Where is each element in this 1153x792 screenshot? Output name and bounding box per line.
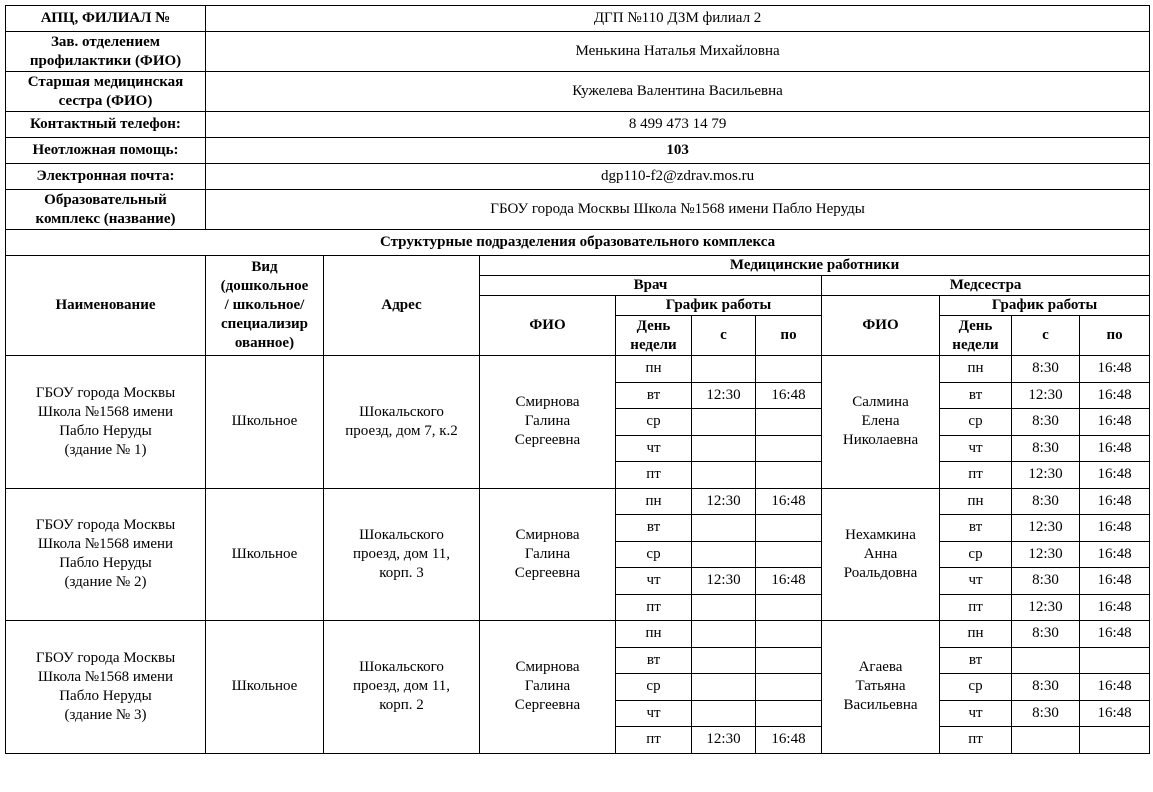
doctor-day: пн [616, 488, 692, 515]
doctor-day: ср [616, 674, 692, 701]
nurse-to [1080, 727, 1150, 754]
nurse-to: 16:48 [1080, 488, 1150, 515]
nurse-to: 16:48 [1080, 621, 1150, 648]
doctor-day: ср [616, 541, 692, 568]
doctor-from [692, 515, 756, 542]
info-label: АПЦ, ФИЛИАЛ № [6, 6, 206, 32]
doctor-from: 12:30 [692, 568, 756, 595]
nurse-from: 12:30 [1012, 594, 1080, 621]
doctor-to [756, 674, 822, 701]
doctor-to: 16:48 [756, 488, 822, 515]
nurse-day: пн [940, 621, 1012, 648]
nurse-day: вт [940, 382, 1012, 409]
doctor-to: 16:48 [756, 568, 822, 595]
nurse-to: 16:48 [1080, 515, 1150, 542]
doctor-from [692, 700, 756, 727]
schedule-row [6, 621, 1150, 648]
doctor-to: 16:48 [756, 727, 822, 754]
header-doctor-schedule: График работы [616, 296, 822, 316]
doctor-day: чт [616, 435, 692, 462]
nurse-from: 8:30 [1012, 356, 1080, 383]
nurse-from: 12:30 [1012, 462, 1080, 489]
header-doctor: Врач [480, 276, 822, 296]
section-title-row [6, 230, 1150, 256]
doctor-from: 12:30 [692, 727, 756, 754]
doctor-to [756, 700, 822, 727]
info-value: Кужелева Валентина Васильевна [206, 72, 1150, 112]
doctor-day: вт [616, 515, 692, 542]
doctor-to: 16:48 [756, 382, 822, 409]
doctor-day: пт [616, 727, 692, 754]
header-type: Вид (дошкольное / школьное/ специализир ованное) [206, 256, 324, 356]
nurse-to: 16:48 [1080, 356, 1150, 383]
doctor-from [692, 621, 756, 648]
header-nurse-fio: ФИО [822, 296, 940, 356]
header-row [6, 256, 1150, 276]
nurse-day: пн [940, 488, 1012, 515]
nurse-from: 12:30 [1012, 382, 1080, 409]
doctor-day: пн [616, 356, 692, 383]
doctor-to [756, 462, 822, 489]
nurse-day: вт [940, 515, 1012, 542]
header-nurse-day: День недели [940, 316, 1012, 356]
info-value: 8 499 473 14 79 [206, 112, 1150, 138]
doctor-from [692, 541, 756, 568]
building-address: Шокальского проезд, дом 7, к.2 [324, 356, 480, 489]
doctor-to [756, 409, 822, 436]
info-value: ГБОУ города Москвы Школа №1568 имени Пабло Неруды [206, 190, 1150, 230]
building-address: Шокальского проезд, дом 11, корп. 3 [324, 488, 480, 621]
doctor-from [692, 647, 756, 674]
building-type: Школьное [206, 356, 324, 489]
nurse-from: 8:30 [1012, 488, 1080, 515]
info-value: ДГП №110 ДЗМ филиал 2 [206, 6, 1150, 32]
info-value: dgp110-f2@zdrav.mos.ru [206, 164, 1150, 190]
info-row [6, 72, 1150, 112]
info-value: 103 [206, 138, 1150, 164]
nurse-day: чт [940, 700, 1012, 727]
header-nurse-schedule: График работы [940, 296, 1150, 316]
info-row [6, 6, 1150, 32]
info-row [6, 138, 1150, 164]
doctor-day: пн [616, 621, 692, 648]
header-doctor-fio: ФИО [480, 296, 616, 356]
document-page [5, 5, 1149, 754]
header-doctor-day: День недели [616, 316, 692, 356]
doctor-to [756, 435, 822, 462]
nurse-from: 8:30 [1012, 409, 1080, 436]
nurse-day: вт [940, 647, 1012, 674]
building-name: ГБОУ города Москвы Школа №1568 имени Пабло Неруды (здание № 3) [6, 621, 206, 754]
nurse-from: 12:30 [1012, 541, 1080, 568]
nurse-to: 16:48 [1080, 382, 1150, 409]
doctor-name: Смирнова Галина Сергеевна [480, 356, 616, 489]
building-name: ГБОУ города Москвы Школа №1568 имени Пабло Неруды (здание № 2) [6, 488, 206, 621]
nurse-to: 16:48 [1080, 674, 1150, 701]
nurse-day: чт [940, 568, 1012, 595]
doctor-name: Смирнова Галина Сергеевна [480, 488, 616, 621]
doctor-to [756, 647, 822, 674]
doctor-to [756, 594, 822, 621]
info-row [6, 112, 1150, 138]
nurse-name: Салмина Елена Николаевна [822, 356, 940, 489]
building-type: Школьное [206, 488, 324, 621]
doctor-to [756, 515, 822, 542]
info-label: Зав. отделением профилактики (ФИО) [6, 32, 206, 72]
nurse-to: 16:48 [1080, 568, 1150, 595]
info-label: Электронная почта: [6, 164, 206, 190]
nurse-to [1080, 647, 1150, 674]
doctor-from [692, 462, 756, 489]
building-name: ГБОУ города Москвы Школа №1568 имени Пабло Неруды (здание № 1) [6, 356, 206, 489]
doctor-to [756, 541, 822, 568]
building-address: Шокальского проезд, дом 11, корп. 2 [324, 621, 480, 754]
nurse-from: 8:30 [1012, 700, 1080, 727]
section-title: Структурные подразделения образовательного комплекса [6, 230, 1150, 256]
doctor-from [692, 594, 756, 621]
doctor-to [756, 621, 822, 648]
nurse-day: ср [940, 541, 1012, 568]
doctor-from [692, 409, 756, 436]
nurse-from [1012, 647, 1080, 674]
nurse-from: 8:30 [1012, 674, 1080, 701]
info-label: Неотложная помощь: [6, 138, 206, 164]
doctor-from [692, 674, 756, 701]
info-value: Менькина Наталья Михайловна [206, 32, 1150, 72]
nurse-to: 16:48 [1080, 462, 1150, 489]
nurse-to: 16:48 [1080, 409, 1150, 436]
header-nurse-from: с [1012, 316, 1080, 356]
header-name: Наименование [6, 256, 206, 356]
doctor-name: Смирнова Галина Сергеевна [480, 621, 616, 754]
nurse-from: 8:30 [1012, 568, 1080, 595]
nurse-day: пн [940, 356, 1012, 383]
info-label: Старшая медицинская сестра (ФИО) [6, 72, 206, 112]
header-doctor-to: по [756, 316, 822, 356]
nurse-name: Агаева Татьяна Васильевна [822, 621, 940, 754]
doctor-from: 12:30 [692, 382, 756, 409]
nurse-day: ср [940, 409, 1012, 436]
nurse-name: Нехамкина Анна Роальдовна [822, 488, 940, 621]
doctor-day: чт [616, 568, 692, 595]
header-medical-staff: Медицинские работники [480, 256, 1150, 276]
doctor-day: вт [616, 382, 692, 409]
doctor-day: пт [616, 462, 692, 489]
header-address: Адрес [324, 256, 480, 356]
doctor-from [692, 356, 756, 383]
doctor-from: 12:30 [692, 488, 756, 515]
nurse-day: пт [940, 462, 1012, 489]
schedule-row [6, 356, 1150, 383]
nurse-from: 8:30 [1012, 435, 1080, 462]
doctor-day: чт [616, 700, 692, 727]
nurse-to: 16:48 [1080, 435, 1150, 462]
info-row [6, 190, 1150, 230]
header-nurse: Медсестра [822, 276, 1150, 296]
doctor-from [692, 435, 756, 462]
info-row [6, 164, 1150, 190]
building-type: Школьное [206, 621, 324, 754]
nurse-day: ср [940, 674, 1012, 701]
doctor-day: ср [616, 409, 692, 436]
info-label: Контактный телефон: [6, 112, 206, 138]
nurse-day: пт [940, 594, 1012, 621]
doctor-to [756, 356, 822, 383]
nurse-from: 12:30 [1012, 515, 1080, 542]
info-row [6, 32, 1150, 72]
doctor-day: пт [616, 594, 692, 621]
schedule-table [5, 5, 1150, 754]
doctor-day: вт [616, 647, 692, 674]
header-doctor-from: с [692, 316, 756, 356]
nurse-to: 16:48 [1080, 541, 1150, 568]
nurse-day: пт [940, 727, 1012, 754]
info-label: Образовательный комплекс (название) [6, 190, 206, 230]
nurse-from: 8:30 [1012, 621, 1080, 648]
nurse-from [1012, 727, 1080, 754]
nurse-to: 16:48 [1080, 700, 1150, 727]
schedule-row [6, 488, 1150, 515]
nurse-day: чт [940, 435, 1012, 462]
header-nurse-to: по [1080, 316, 1150, 356]
nurse-to: 16:48 [1080, 594, 1150, 621]
table-body [6, 6, 1150, 754]
